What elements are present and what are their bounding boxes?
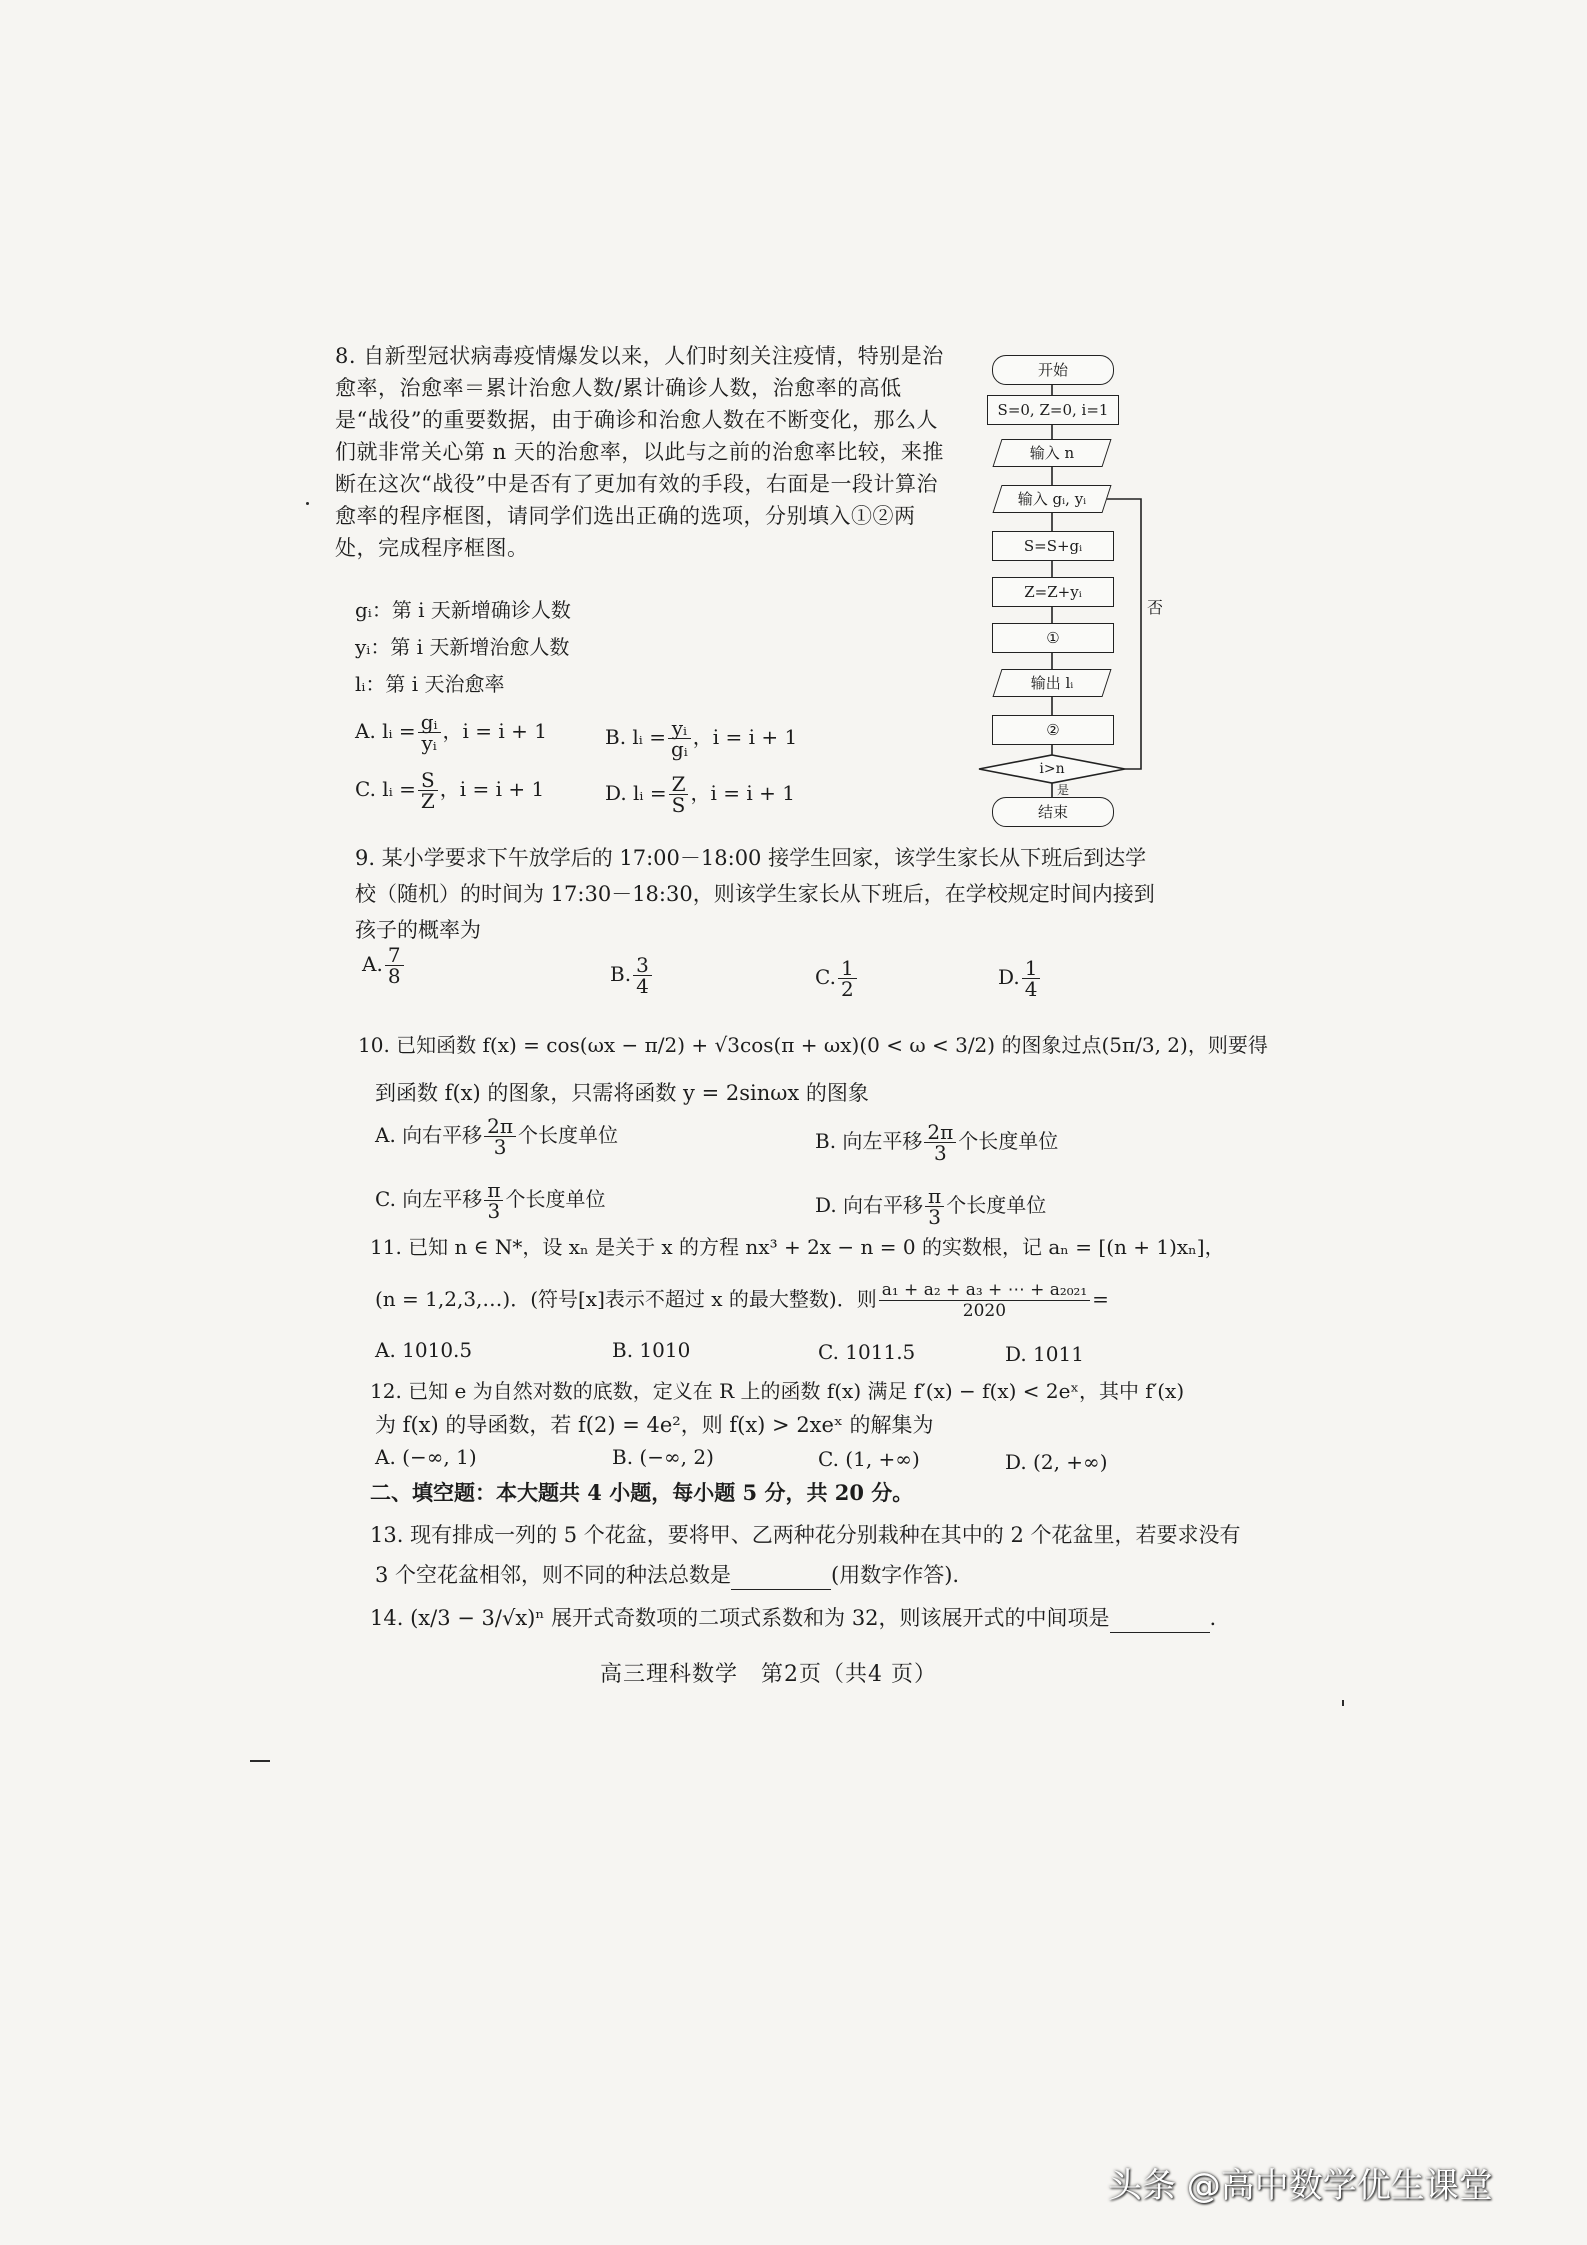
flow-init: S=0, Z=0, i=1 [987,395,1119,425]
q11-option-c: C. 1011.5 [818,1340,916,1364]
question-13-line1: 13. 现有排成一列的 5 个花盆，要将甲、乙两种花分别栽种在其中的 2 个花盆里，若要求没有 [370,1523,1241,1547]
q12-option-d: D. (2, +∞) [1005,1450,1108,1474]
flow-start: 开始 [992,355,1114,385]
scan-mark [250,1760,270,1762]
q12-option-c: C. (1, +∞) [818,1447,920,1471]
q11-option-d: D. 1011 [1005,1342,1084,1366]
section-title-fill-in: 二、填空题：本大题共 4 小题，每小题 5 分，共 20 分。 [370,1480,914,1505]
fraction: $\frac{\pi}{3}$ [925,1186,944,1227]
scan-mark [306,502,309,505]
fraction: $\frac{1}{4}$ [1022,958,1041,999]
flow-end: 结束 [992,797,1114,827]
answer-blank[interactable] [731,1569,831,1590]
q9-option-a: A. $\frac{7}{8}$ [362,945,406,986]
q11-option-a: A. 1010.5 [375,1338,473,1362]
question-10-line2: 到函数 f(x) 的图象，只需将函数 y = 2sinωx 的图象 [375,1081,869,1105]
q8-option-c: C. lᵢ = $\frac{S}{Z}$ ，i = i + 1 [355,768,545,813]
fraction: $\frac{\text{gᵢ}}{\text{yᵢ}}$ [418,712,441,753]
q10-option-d: D. 向右平移 $\frac{\pi}{3}$ 个长度单位 [815,1184,1047,1229]
flow-output: 输出 lᵢ [997,669,1107,697]
q12-option-b: B. (−∞, 2) [612,1445,714,1469]
fraction: $\frac{\text{yᵢ}}{\text{gᵢ}}$ [668,718,691,759]
answer-blank[interactable] [1110,1612,1210,1633]
q8-option-d: D. lᵢ = $\frac{Z}{S}$ ，i = i + 1 [605,772,795,817]
q11-option-b: B. 1010 [612,1338,691,1362]
question-12-line1: 12. 已知 e 为自然对数的底数，定义在 R 上的函数 f(x) 满足 f′(x) − f(x) < 2eˣ，其中 f′(x) [370,1379,1185,1403]
q10-option-b: B. 向左平移 $\frac{2\pi}{3}$ 个长度单位 [815,1120,1059,1165]
flowchart [975,355,1175,825]
fraction: $\frac{2\pi}{3}$ [924,1122,956,1163]
question-8-text: 8. 自新型冠状病毒疫情爆发以来，人们时刻关注疫情，特别是治愈率，治愈率＝累计治愈人数/累计确诊人数，治愈率的高低是“战役”的重要数据，由于确诊和治愈人数在不断变化，那么人们就非常关心第 n 天的治愈率，以此与之前的治愈率比较，来推断在这次“战役”中是否有了更加有效的手段，右面是一段计算治愈率的程序框图，请同学们选出正确的选项，分别填入①②两处，完成程序框图。 [335,344,944,560]
q8-option-a: A. lᵢ = $\frac{\text{gᵢ}}{\text{yᵢ}}$ ，i = i + 1 [355,710,547,755]
question-11-line2: (n = 1,2,3,…)．(符号[x]表示不超过 x 的最大整数)．则 $\frac{\text{a₁ + a₂ + a₃ + ⋯ + a₂₀₂₁}}{2020}$ = [375,1280,1109,1321]
fraction: $\frac{Z}{S}$ [669,774,689,815]
flow-no-label: 否 [1147,598,1164,617]
fraction: $\frac{\text{a₁ + a₂ + a₃ + ⋯ + a₂₀₂₁}}{2020}$ [879,1280,1090,1321]
flow-yes-label: 是 [1057,783,1070,797]
q9-option-b: B. $\frac{3}{4}$ [610,955,654,996]
flow-condition: i>n [1039,761,1065,777]
flow-step-z: Z=Z+yᵢ [992,577,1114,607]
question-9-text: 9. 某小学要求下午放学后的 17:00－18:00 接学生回家，该学生家长从下班后到达学校（随机）的时间为 17:30－18:30，则该学生家长从下班后，在学校规定时间内接到孩子的概率为 [355,846,1155,942]
question-11-line1: 11. 已知 n ∈ N*，设 xₙ 是关于 x 的方程 nx³ + 2x − n = 0 的实数根，记 aₙ = [(n + 1)xₙ]， [370,1235,1225,1259]
q12-option-a: A. (−∞, 1) [375,1445,477,1469]
fraction: $\frac{S}{Z}$ [418,770,438,811]
fraction: $\frac{2\pi}{3}$ [484,1116,516,1157]
q8-option-b: B. lᵢ = $\frac{\text{yᵢ}}{\text{gᵢ}}$ ，i = i + 1 [605,716,798,761]
question-10-line1: 10. 已知函数 f(x) = cos(ωx − π/2) + √3cos(π + ωx)(0 < ω < 3/2) 的图象过点(5π/3, 2)，则要得 [358,1033,1268,1057]
flow-input-gy: 输入 gᵢ, yᵢ [997,485,1107,513]
flow-input-n: 输入 n [997,439,1107,467]
flow-step-s: S=S+gᵢ [992,531,1114,561]
scan-mark [1342,1700,1344,1706]
q9-option-d: D. $\frac{1}{4}$ [998,958,1042,999]
flow-step-1: ① [992,623,1114,653]
legend-l: lᵢ：第 i 天治愈率 [355,672,505,696]
watermark: 头条 @高中数学优生课堂 [1108,2166,1493,2206]
legend-y: yᵢ：第 i 天新增治愈人数 [355,635,570,659]
question-13-line2: 3 个空花盆相邻，则不同的种法总数是 (用数字作答). [375,1560,959,1590]
q10-option-a: A. 向右平移 $\frac{2\pi}{3}$ 个长度单位 [375,1114,619,1159]
question-12-line2: 为 f(x) 的导函数，若 f(2) = 4e²，则 f(x) > 2xeˣ 的解集为 [375,1413,934,1437]
q10-option-c: C. 向左平移 $\frac{\pi}{3}$ 个长度单位 [375,1178,606,1223]
question-14: 14. (x/3 − 3/√x)ⁿ 展开式奇数项的二项式系数和为 32，则该展开式的中间项是 . [370,1603,1216,1633]
legend-g: gᵢ：第 i 天新增确诊人数 [355,598,571,622]
fraction: $\frac{3}{4}$ [633,955,652,996]
q9-option-c: C. $\frac{1}{2}$ [815,958,859,999]
page-footer: 高三理科数学 第2页（共4 页） [600,1662,937,1687]
flow-step-2: ② [992,715,1114,745]
fraction: $\frac{7}{8}$ [385,945,404,986]
fraction: $\frac{1}{2}$ [838,958,857,999]
fraction: $\frac{\pi}{3}$ [484,1180,503,1221]
